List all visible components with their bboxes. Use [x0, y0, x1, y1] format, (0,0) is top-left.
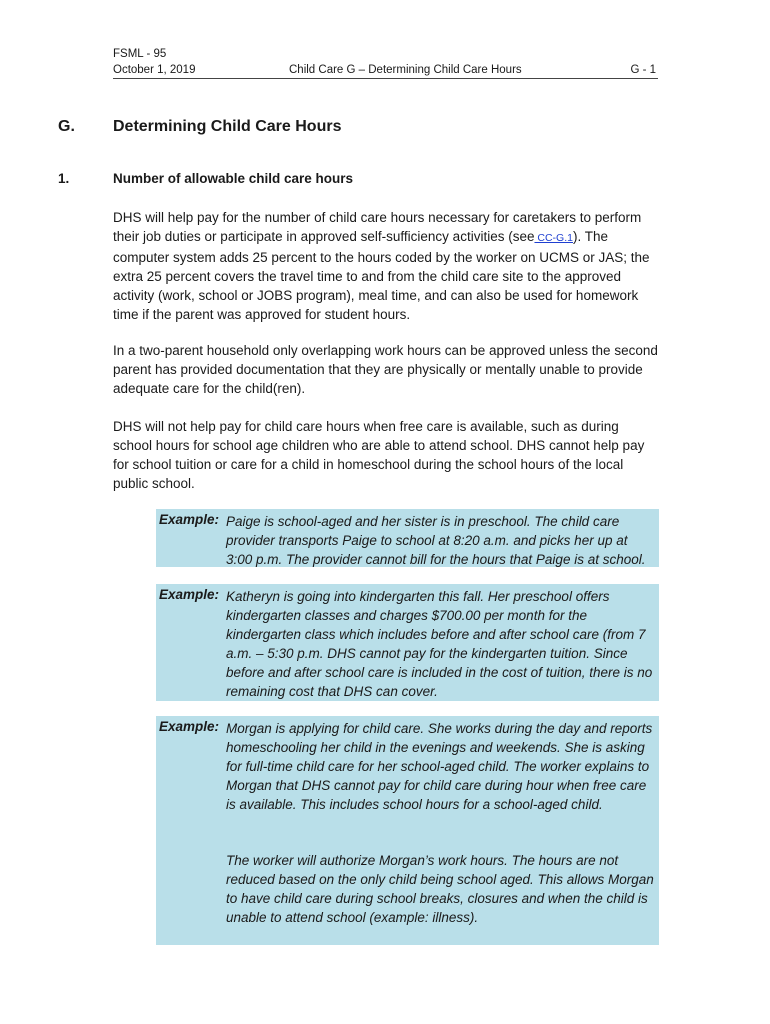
paragraph-1-text-b: ). The computer system adds 25 percent to the hours coded by the worker on UCMS or JAS; the extra 25 percent covers the travel time to and from the child care site to the approved activity (work, school or JOBS program), meal time, and can also be used for homework time if the parent was approved for student hours. — [113, 229, 650, 322]
example-label: Example: — [159, 512, 220, 527]
paragraph-2: In a two-parent household only overlapping work hours can be approved unless the second parent has provided documentation that they are physically or mentally unable to provide adequate care for the child(ren). — [113, 343, 658, 396]
header-divider — [113, 78, 658, 79]
example-2-text: Katheryn is going into kindergarten this fall. Her preschool offers kindergarten classes and charges $700.00 per month for the kindergarten class which includes before and after school care (from 7 a.m. – 5:30 p.m. DHS cannot pay for the kindergarten tuition. Since before and after school care is included in the cost of tuition, there is no remaining cost that DHS can cover. — [226, 589, 653, 699]
example-box-3 — [156, 716, 659, 945]
example-3-text-b: The worker will authorize Morgan’s work hours. The hours are not reduced based on the only child being school aged. This allows Morgan to have child care during school breaks, closures and when the child is unable to attend school (example: illness). — [226, 853, 654, 925]
reference-link-cc-g1[interactable]: CC-G.1 — [534, 232, 573, 244]
header-doc-id: FSML - 95 — [113, 48, 167, 60]
example-box-2 — [156, 584, 659, 701]
subsection-number: 1. — [58, 171, 70, 186]
header-row — [113, 64, 658, 78]
subsection-title: Number of allowable child care hours — [113, 171, 354, 186]
paragraph-1 — [113, 208, 660, 324]
section-letter: G. — [58, 118, 75, 135]
example-box-1 — [156, 509, 659, 567]
example-label: Example: — [159, 719, 220, 734]
header-date: October 1, 2019 — [113, 64, 196, 76]
header-title: Child Care G – Determining Child Care Hours — [289, 64, 522, 76]
header-page-number: G - 1 — [630, 64, 656, 76]
example-1-text: Paige is school-aged and her sister is in preschool. The child care provider transports Paige to school at 8:20 a.m. and picks her up at 3:00 p.m. The provider cannot bill for the hours that Paige is at school. — [226, 514, 646, 567]
paragraph-1-text-a: DHS will help pay for the number of child care hours necessary for caretakers to perform their job duties or participate in approved self-sufficiency activities (see — [113, 210, 642, 244]
paragraph-3: DHS will not help pay for child care hours when free care is available, such as during school hours for school age children who are able to attend school. DHS cannot help pay for school tuition or care for a child in homeschool during the school hours of the local public school. — [113, 419, 645, 491]
example-3-text-a: Morgan is applying for child care. She works during the day and reports homeschooling her child in the evenings and weekends. She is asking for full-time child care for her school-aged child. The worker explains to Morgan that DHS cannot pay for child care during hour when free care is available. This includes school hours for a school-aged child. — [226, 721, 653, 812]
section-title: Determining Child Care Hours — [113, 118, 342, 135]
example-label: Example: — [159, 587, 220, 602]
